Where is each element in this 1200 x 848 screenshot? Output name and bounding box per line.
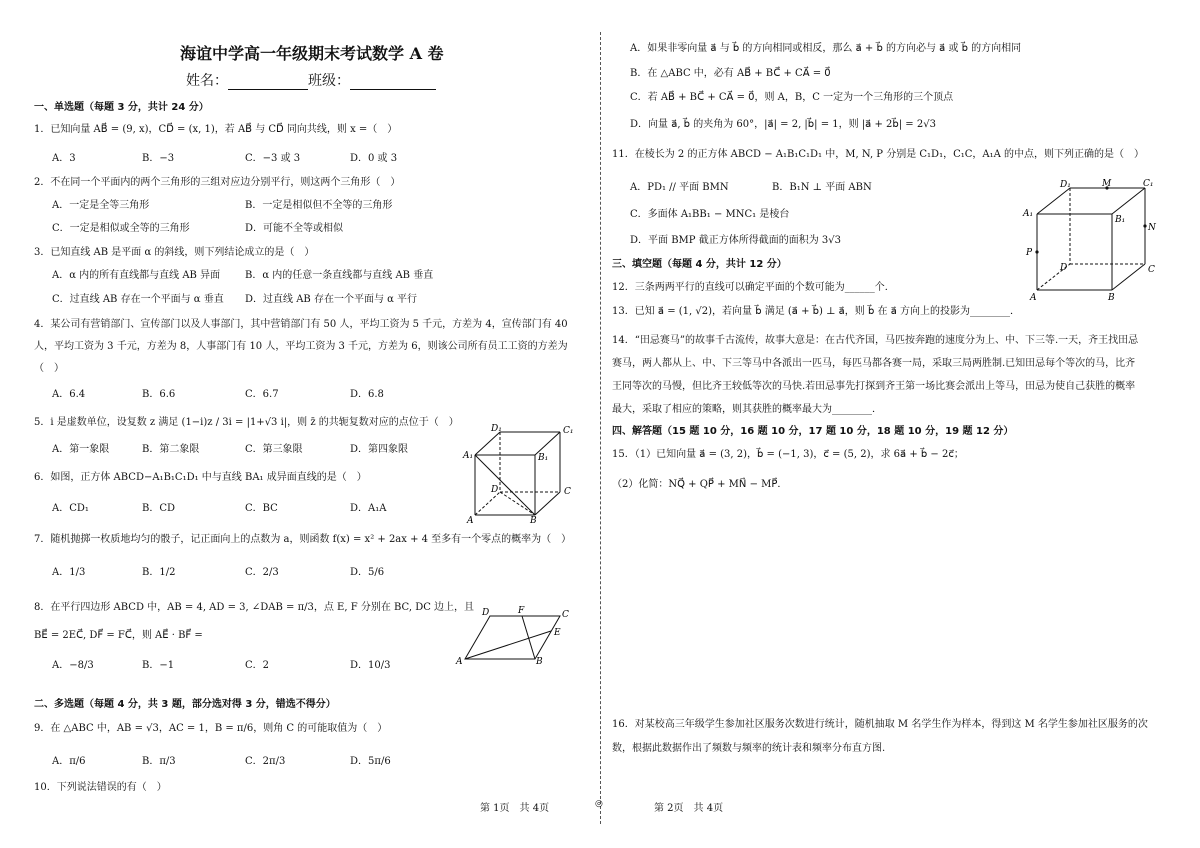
q4-option-a: A．6.4 [52, 389, 86, 400]
cube2-label-b1: B₁ [1115, 215, 1126, 225]
section-solution: 四、解答题（15 题 10 分，16 题 10 分，17 题 10 分，18 题 10 分，19 题 12 分） [612, 426, 1014, 437]
q7-option-a: A．1/3 [52, 567, 86, 578]
q3-option-c: C．过直线 AB 存在一个平面与 α 垂直 [52, 294, 224, 305]
cube2-label-d1: D₁ [1060, 180, 1071, 190]
q5-option-c: C．第三象限 [245, 444, 303, 455]
question-10: 10．下列说法错误的有（ ） [34, 782, 167, 793]
cube1-label-b: B [530, 516, 537, 525]
cube2-label-c1: C₁ [1143, 179, 1154, 189]
question-5: 5．i 是虚数单位，设复数 z 满足 (1−i)z / 3i = |1+√3 i|，则 z̄ 的共轭复数对应的点位于（ ） [34, 417, 459, 428]
question-2: 2．不在同一个平面内的两个三角形的三组对应边分别平行，则这两个三角形（ ） [34, 177, 401, 188]
question-14-line-4: 最大，采取了相应的策略，则其获胜的概率最大为________． [612, 404, 882, 415]
section-single-choice: 一、单选题（每题 3 分，共计 24 分） [34, 102, 209, 113]
cube1-label-a: A [467, 516, 474, 525]
q1-option-b: B．−3 [142, 153, 175, 164]
question-8-line-2: BE⃗ = 2EC⃗, DF⃗ = FC⃗，则 AE⃗ · BF⃗ = [34, 630, 203, 641]
page-divider [600, 32, 601, 824]
q11-option-a: A．PD₁ // 平面 BMN [630, 182, 729, 193]
question-16-line-1: 16．对某校高三年级学生参加社区服务次数进行统计，随机抽取 M 名学生作为样本，得到这 M 名学生参加社区服务的次 [612, 719, 1148, 730]
question-12: 12．三条两两平行的直线可以确定平面的个数可能为______个． [612, 282, 895, 293]
class-field[interactable] [350, 77, 436, 90]
q1-option-d: D．0 或 3 [350, 153, 398, 164]
name-class-row [186, 72, 436, 90]
para-label-b: B [536, 657, 543, 666]
q1-option-a: A．3 [52, 153, 76, 164]
question-14-line-1: 14．“田忌赛马”的故事千古流传，故事大意是：在古代齐国，马匹按奔跑的速度分为上、中、下三等.一天，齐王找田忌 [612, 335, 1139, 346]
class-label: 班级： [308, 73, 350, 89]
q9-option-c: C．2π/3 [245, 756, 286, 767]
cube-figure-q6 [445, 420, 585, 525]
q7-option-b: B．1/2 [142, 567, 176, 578]
para-label-c: C [562, 610, 569, 620]
q7-option-c: C．2/3 [245, 567, 279, 578]
question-4-line-3: （ ） [34, 363, 64, 374]
q2-option-d: D．可能不全等或相似 [245, 223, 344, 234]
question-6: 6．如图，正方体 ABCD−A₁B₁C₁D₁ 中与直线 BA₁ 成异面直线的是（ ） [34, 472, 367, 483]
q9-option-b: B．π/3 [142, 756, 176, 767]
cube2-label-b: B [1108, 293, 1115, 303]
cube1-label-c1: C₁ [563, 426, 574, 436]
cube2-label-d: D [1060, 263, 1068, 273]
q5-option-a: A．第一象限 [52, 444, 110, 455]
q2-option-c: C．一定是相似或全等的三角形 [52, 223, 190, 234]
question-4-line-2: 人，平均工资为 3 千元，方差为 8，人事部门有 10 人，平均工资为 3 千元，方差为 6，则该公司所有员工工资的方差为 [34, 341, 568, 352]
q8-option-d: D．10/3 [350, 660, 391, 671]
center-binding-mark: ◎ [595, 799, 603, 809]
cube2-label-c: C [1148, 265, 1155, 275]
cube2-label-n: N [1148, 223, 1156, 233]
question-14-line-2: 赛马，两人都从上、中、下三等马中各派出一匹马，每匹马都各赛一局，采取三局两胜制.已知田忌每个等次的马，比齐 [612, 358, 1136, 369]
para-label-d: D [482, 608, 490, 618]
q4-option-b: B．6.6 [142, 389, 176, 400]
q10-option-c: C．若 AB⃗ + BC⃗ + CA⃗ = 0⃗，则 A，B，C 一定为一个三角形的三个顶点 [630, 92, 954, 103]
question-11: 11．在棱长为 2 的正方体 ABCD − A₁B₁C₁D₁ 中，M, N, P 分别是 C₁D₁，C₁C，A₁A 的中点，则下列正确的是（ ） [612, 149, 1145, 160]
question-1: 1．已知向量 AB⃗ = (9, x)，CD⃗ = (x, 1)，若 AB⃗ 与 CD⃗ 同向共线，则 x =（ ） [34, 124, 398, 135]
q9-option-a: A．π/6 [52, 756, 86, 767]
question-7: 7．随机抛掷一枚质地均匀的骰子，记正面向上的点数为 a，则函数 f(x) = x² + 2ax + 4 至多有一个零点的概率为（ ） [34, 534, 572, 545]
question-4-line-1: 4．某公司有营销部门、宣传部门以及人事部门，其中营销部门有 50 人，平均工资为 5 千元，方差为 4，宣传部门有 40 [34, 319, 568, 330]
cube2-label-p: P [1026, 248, 1033, 258]
q10-option-a: A．如果非零向量 a⃗ 与 b⃗ 的方向相同或相反，那么 a⃗ + b⃗ 的方向必与 a⃗ 或 b⃗ 的方向相同 [630, 43, 1022, 54]
question-14-line-3: 王同等次的马慢，但比齐王较低等次的马快.若田忌事先打探到齐王第一场比赛会派出上等马，田忌为使自己获胜的概率 [612, 381, 1136, 392]
q4-option-d: D．6.8 [350, 389, 384, 400]
cube2-label-a1: A₁ [1023, 209, 1034, 219]
para-label-e: E [554, 628, 561, 638]
q11-option-b: B．B₁N ⊥ 平面 ABN [772, 182, 872, 193]
question-13: 13．已知 a⃗ = (1, √2)，若向量 b⃗ 满足 (a⃗ + b⃗) ⊥ a⃗，则 b⃗ 在 a⃗ 方向上的投影为________． [612, 306, 1021, 317]
q8-option-a: A．−8/3 [52, 660, 94, 671]
cube-figure-q11 [1022, 178, 1172, 303]
cube1-label-d1: D₁ [491, 424, 502, 434]
q5-option-b: B．第二象限 [142, 444, 200, 455]
q7-option-d: D．5/6 [350, 567, 385, 578]
q2-option-a: A．一定是全等三角形 [52, 200, 150, 211]
q3-option-a: A．α 内的所有直线都与直线 AB 异面 [52, 270, 221, 281]
cube2-label-m: M [1102, 179, 1112, 189]
q2-option-b: B．一定是相似但不全等的三角形 [245, 200, 393, 211]
question-15-part-2: （2）化简：NQ⃗ + QP⃗ + MN⃗ − MP⃗． [612, 479, 788, 490]
cube1-label-d: D [491, 485, 499, 495]
q6-option-d: D．A₁A [350, 503, 387, 514]
q8-option-c: C．2 [245, 660, 270, 671]
q3-option-d: D．过直线 AB 存在一个平面与 α 平行 [245, 294, 418, 305]
q10-option-d: D．向量 a⃗, b⃗ 的夹角为 60°，|a⃗| = 2, |b⃗| = 1，则 |a⃗ + 2b⃗| = 2√3 [630, 119, 936, 130]
q9-option-d: D．5π/6 [350, 756, 391, 767]
point-n [1143, 224, 1146, 227]
q6-option-c: C．BC [245, 503, 278, 514]
page-footer-right: 第 2页 共 4页 [654, 803, 724, 814]
cube1-label-a1: A₁ [463, 451, 474, 461]
question-3: 3．已知直线 AB 是平面 α 的斜线，则下列结论成立的是（ ） [34, 247, 315, 258]
point-p [1035, 250, 1038, 253]
q3-option-b: B．α 内的任意一条直线都与直线 AB 垂直 [245, 270, 434, 281]
section-fill-blank: 三、填空题（每题 4 分，共计 12 分） [612, 259, 787, 270]
q6-option-b: B．CD [142, 503, 176, 514]
section-multi-choice: 二、多选题（每题 4 分，共 3 题，部分选对得 3 分，错选不得分） [34, 699, 336, 710]
question-8-line-1: 8．在平行四边形 ABCD 中，AB = 4, AD = 3, ∠DAB = π/3，点 E, F 分别在 BC, DC 边上，且 [34, 602, 475, 613]
q8-option-b: B．−1 [142, 660, 175, 671]
cube1-label-c: C [564, 487, 571, 497]
question-15-part-1: 15．（1）已知向量 a⃗ = (3, 2)，b⃗ = (−1, 3)，c⃗ = (5, 2)，求 6a⃗ + b⃗ − 2c⃗； [612, 449, 964, 460]
q11-option-c: C．多面体 A₁BB₁ − MNC₁ 是棱台 [630, 209, 790, 220]
cube2-label-a: A [1030, 293, 1037, 303]
para-label-f: F [518, 606, 525, 616]
name-field[interactable] [228, 77, 308, 90]
q10-option-b: B．在 △ABC 中，必有 AB⃗ + BC⃗ + CA⃗ = 0⃗ [630, 68, 831, 79]
parallelogram-figure-q8 [450, 604, 590, 666]
q1-option-c: C．−3 或 3 [245, 153, 301, 164]
q6-option-a: A．CD₁ [52, 503, 89, 514]
question-9: 9．在 △ABC 中，AB = √3，AC = 1，B = π/6，则角 C 的可能取值为（ ） [34, 723, 388, 734]
name-label: 姓名： [186, 73, 228, 89]
exam-title: 海谊中学高一年级期末考试数学 A 卷 [180, 44, 444, 63]
q11-option-d: D．平面 BMP 截正方体所得截面的面积为 3√3 [630, 235, 841, 246]
cube1-label-b1: B₁ [538, 453, 549, 463]
q4-option-c: C．6.7 [245, 389, 279, 400]
question-16-line-2: 数，根据此数据作出了频数与频率的统计表和频率分布直方图. [612, 743, 886, 754]
para-label-a: A [456, 657, 463, 666]
q5-option-d: D．第四象限 [350, 444, 409, 455]
page-footer-left: 第 1页 共 4页 [480, 803, 550, 814]
